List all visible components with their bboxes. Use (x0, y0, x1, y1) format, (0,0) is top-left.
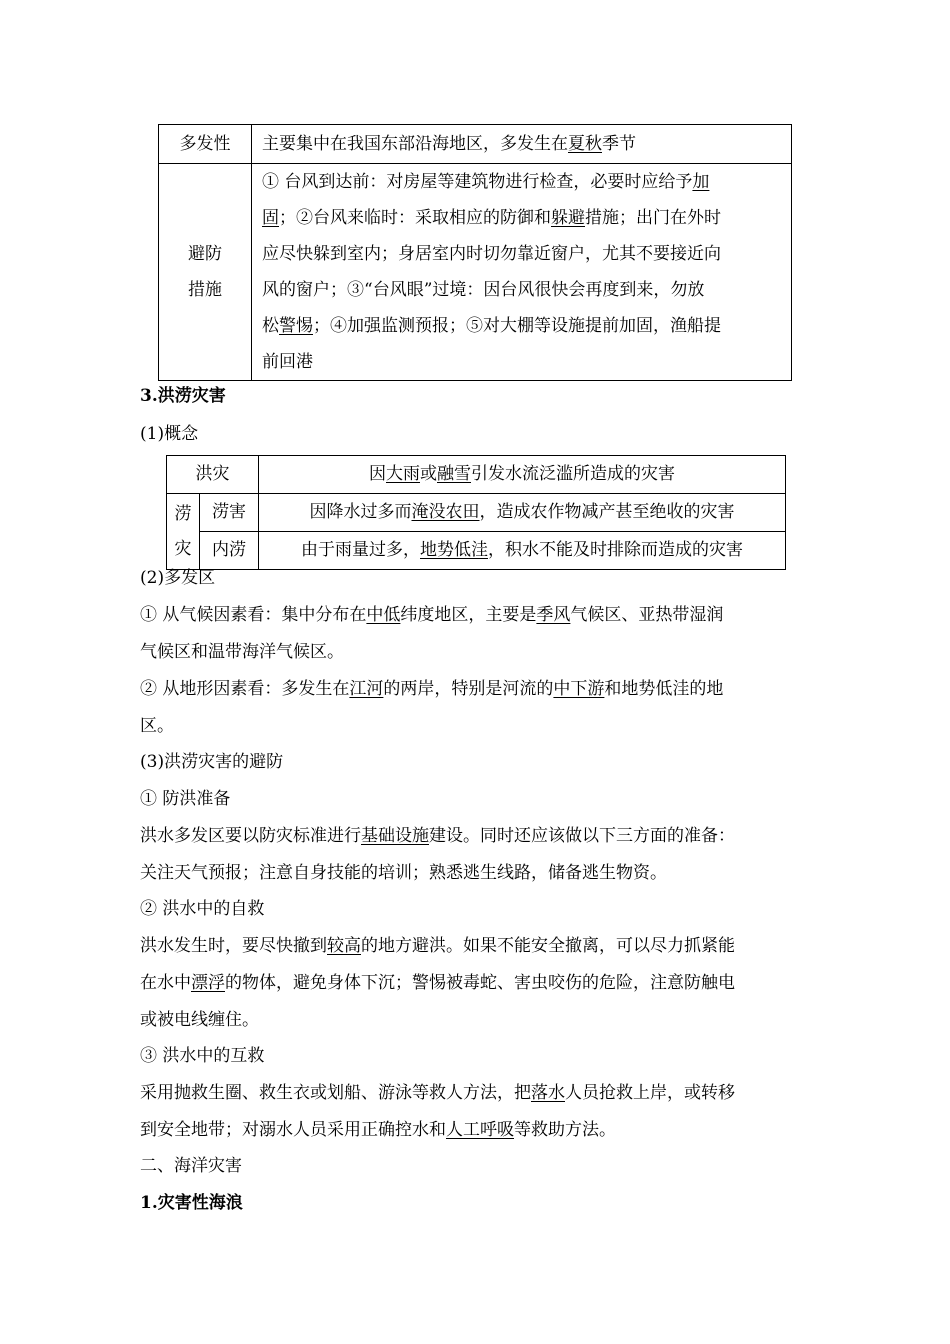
sub-heading: (3)洪涝灾害的避防 (140, 752, 284, 772)
paragraph-line: 关注天气预报；注意自身技能的培训；熟悉逃生线路，储备逃生物资。 (140, 863, 667, 883)
paragraph-line: 洪水多发区要以防灾标准进行基础设施建设。同时还应该做以下三方面的准备： (140, 826, 735, 846)
row-label: 多发性 (159, 125, 252, 164)
table-row (167, 494, 786, 532)
row-content: 主要集中在我国东部沿海地区，多发生在夏秋季节 (252, 125, 792, 164)
paragraph-line: 区。 (140, 716, 174, 736)
row-content: ① 台风到达前：对房屋等建筑物进行检查，必要时应给予加 固；②台风来临时：采取相应的防御和躲避措施；出门在外时 应尽快躲到室内；身居室内时切勿靠近窗户，尤其不要接近向 风的窗户；③“台风眼”过境：因台风很快会再度到来，勿放 松警惕；④加强监测预报；⑤对大棚等设施提前加固，渔船提 前回港 (252, 164, 792, 381)
paragraph-line: 洪水发生时，要尽快撤到较高的地方避洪。如果不能安全撤离，可以尽力抓紧能 (140, 936, 735, 956)
paragraph-line: 气候区和温带海洋气候区。 (140, 642, 344, 662)
row-label: 内涝 (200, 532, 259, 570)
concept-table (166, 455, 786, 570)
paragraph-line: 采用抛救生圈、救生衣或划船、游泳等救人方法，把落水人员抢救上岸，或转移 (140, 1083, 735, 1103)
row-content: 因大雨或融雪引发水流泛滥所造成的灾害 (259, 456, 786, 494)
sub-heading: (2)多发区 (140, 568, 216, 588)
row-label: 避防 措施 (159, 164, 252, 381)
row-label: 涝害 (200, 494, 259, 532)
paragraph-line: 或被电线缠住。 (140, 1010, 259, 1030)
section-heading: 二、海洋灾害 (140, 1156, 242, 1176)
row-label: 洪灾 (167, 456, 259, 494)
table-row (167, 456, 786, 494)
table-row (159, 164, 792, 381)
paragraph-line: 在水中漂浮的物体，避免身体下沉；警惕被毒蛇、害虫咬伤的危险，注意防触电 (140, 973, 735, 993)
item-title: ③ 洪水中的互救 (140, 1046, 265, 1066)
row-content: 由于雨量过多，地势低洼，积水不能及时排除而造成的灾害 (259, 532, 786, 570)
sub-heading: 1.灾害性海浪 (140, 1193, 243, 1213)
section-heading: 3.洪涝灾害 (140, 386, 226, 406)
row-content: 因降水过多而淹没农田，造成农作物减产甚至绝收的灾害 (259, 494, 786, 532)
paragraph-line: ② 从地形因素看：多发生在江河的两岸，特别是河流的中下游和地势低洼的地 (140, 679, 724, 699)
item-title: ② 洪水中的自救 (140, 899, 265, 919)
table-row (159, 125, 792, 164)
group-label: 涝 灾 (167, 494, 200, 570)
sub-heading: (1)概念 (140, 424, 199, 444)
typhoon-table (158, 124, 792, 381)
item-title: ① 防洪准备 (140, 789, 231, 809)
paragraph-line: 到安全地带；对溺水人员采用正确控水和人工呼吸等救助方法。 (140, 1120, 616, 1140)
paragraph-line: ① 从气候因素看：集中分布在中低纬度地区，主要是季风气候区、亚热带湿润 (140, 605, 724, 625)
